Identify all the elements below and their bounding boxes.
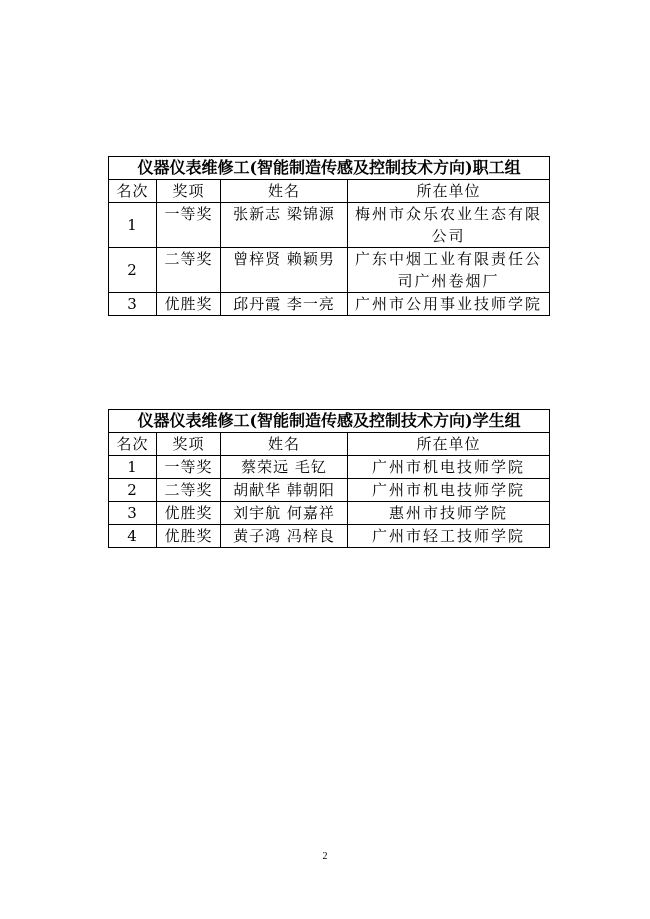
header-rank: 名次 (109, 180, 157, 203)
names-cell: 胡献华 韩朝阳 (221, 479, 348, 502)
header-names: 姓名 (221, 180, 348, 203)
award-cell: 二等奖 (157, 248, 221, 293)
page-number: 2 (322, 851, 328, 862)
names-cell: 邱丹霞 李一亮 (221, 293, 348, 316)
rank-cell: 4 (109, 525, 157, 548)
award-cell: 一等奖 (157, 456, 221, 479)
names-cell: 张新志 梁锦源 (221, 203, 348, 248)
header-unit: 所在单位 (348, 180, 550, 203)
table-header-row (109, 180, 550, 203)
rank-cell: 2 (109, 248, 157, 293)
table-title-row (109, 157, 550, 180)
rank-cell: 1 (109, 456, 157, 479)
award-cell: 一等奖 (157, 203, 221, 248)
award-cell: 优胜奖 (157, 293, 221, 316)
names-cell: 刘宇航 何嘉祥 (221, 502, 348, 525)
table-title: 仪器仪表维修工(智能制造传感及控制技术方向)职工组 (109, 157, 550, 180)
rank-cell: 1 (109, 203, 157, 248)
table-row (109, 456, 550, 479)
table-row (109, 293, 550, 316)
table-header-row (109, 433, 550, 456)
names-cell: 蔡荣远 毛钇 (221, 456, 348, 479)
unit-cell: 广东中烟工业有限责任公司广州卷烟厂 (348, 248, 550, 293)
header-award: 奖项 (157, 180, 221, 203)
rank-cell: 2 (109, 479, 157, 502)
award-cell: 优胜奖 (157, 502, 221, 525)
header-award: 奖项 (157, 433, 221, 456)
header-names: 姓名 (221, 433, 348, 456)
award-cell: 优胜奖 (157, 525, 221, 548)
table-row (109, 203, 550, 248)
unit-cell: 广州市公用事业技师学院 (348, 293, 550, 316)
table-row (109, 479, 550, 502)
unit-cell: 广州市机电技师学院 (348, 456, 550, 479)
rank-cell: 3 (109, 502, 157, 525)
table-row (109, 502, 550, 525)
table-title-row (109, 410, 550, 433)
unit-cell: 惠州市技师学院 (348, 502, 550, 525)
table-row (109, 525, 550, 548)
header-rank: 名次 (109, 433, 157, 456)
table-title: 仪器仪表维修工(智能制造传感及控制技术方向)学生组 (109, 410, 550, 433)
unit-cell: 梅州市众乐农业生态有限公司 (348, 203, 550, 248)
unit-cell: 广州市轻工技师学院 (348, 525, 550, 548)
header-unit: 所在单位 (348, 433, 550, 456)
names-cell: 黄子鸿 冯梓良 (221, 525, 348, 548)
award-cell: 二等奖 (157, 479, 221, 502)
staff-group-table (108, 156, 550, 316)
table-row (109, 248, 550, 293)
rank-cell: 3 (109, 293, 157, 316)
unit-cell: 广州市机电技师学院 (348, 479, 550, 502)
student-group-table (108, 409, 550, 548)
names-cell: 曾梓贤 赖颖男 (221, 248, 348, 293)
